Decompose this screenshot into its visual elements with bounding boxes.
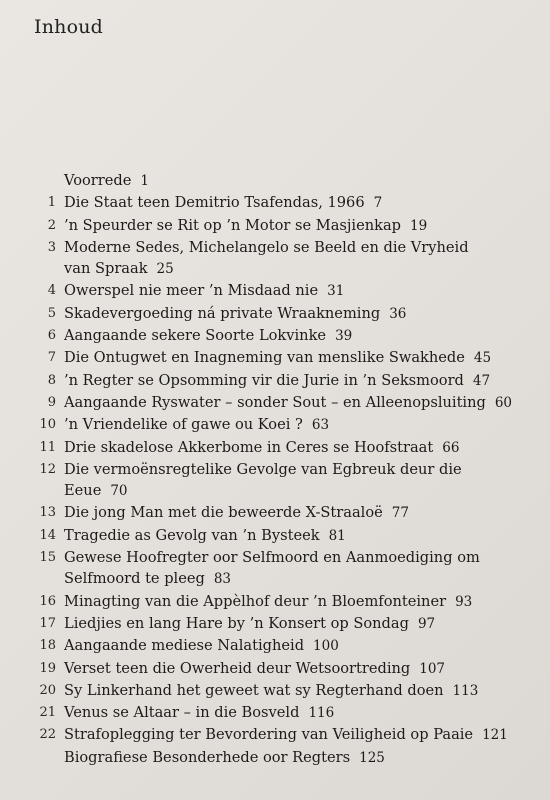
chapter-title: Die vermoënsregtelike Gevolge van Egbreuk deur die <box>64 460 462 478</box>
toc-entry <box>0 747 550 769</box>
chapter-title: ’n Speurder se Rit op ’n Motor se Masjienkap <box>64 216 401 234</box>
chapter-number: 8 <box>47 372 56 388</box>
page-number: 70 <box>110 483 128 500</box>
chapter-number: 20 <box>39 682 56 698</box>
chapter-number: 14 <box>39 527 56 543</box>
page-number: 77 <box>391 505 409 522</box>
chapter-number: 13 <box>39 505 56 521</box>
chapter-number: 7 <box>47 350 56 366</box>
page-number: 36 <box>389 305 407 322</box>
chapter-number: 19 <box>39 660 56 676</box>
chapter-title: Minagting van die Appèlhof deur ’n Bloemfonteiner <box>64 592 447 610</box>
chapter-title: Owerspel nie meer ’n Misdaad nie <box>64 282 319 300</box>
chapter-number: 21 <box>39 705 56 721</box>
toc-entry <box>0 192 550 214</box>
toc-entry <box>0 303 550 325</box>
chapter-number: 15 <box>39 550 56 566</box>
chapter-number: 16 <box>39 593 56 609</box>
chapter-title: Venus se Altaar – in die Bosveld <box>64 704 300 722</box>
chapter-title: ’n Vriendelike of gawe ou Koei ? <box>64 416 303 434</box>
chapter-title: Liedjies en lang Hare by ’n Konsert op Sondag <box>64 614 409 632</box>
toc-entry <box>0 280 550 302</box>
page-number: 45 <box>473 350 492 367</box>
chapter-title: Die Ontugwet en Inagneming van menslike Swakhede <box>64 349 465 367</box>
page-title: Inhoud <box>34 16 104 38</box>
page-number: 25 <box>156 261 174 278</box>
chapter-number: 10 <box>39 417 56 433</box>
table-of-contents <box>0 170 550 769</box>
page-number: 113 <box>452 682 479 699</box>
chapter-number: 4 <box>47 283 56 299</box>
toc-entry <box>0 215 550 237</box>
toc-entry <box>0 170 550 192</box>
page-number: 100 <box>313 638 339 655</box>
chapter-title: Biografiese Besonderhede oor Regters <box>64 748 351 766</box>
chapter-title-continued <box>64 480 542 502</box>
page-number: 19 <box>410 217 428 234</box>
chapter-number: 11 <box>39 439 56 455</box>
toc-entry <box>0 347 550 369</box>
chapter-title: Verset teen die Owerheid deur Wetsoortreding <box>64 659 411 677</box>
toc-entry <box>0 658 550 680</box>
chapter-title: Moderne Sedes, Michelangelo se Beeld en die Vryheid <box>64 238 469 256</box>
toc-entry <box>0 724 550 746</box>
toc-entry <box>0 459 550 503</box>
chapter-number: 12 <box>39 461 56 477</box>
toc-entry <box>0 392 550 414</box>
page-number: 31 <box>327 283 345 300</box>
chapter-title-line-2: van Spraak <box>64 260 148 278</box>
chapter-title-continued <box>64 258 542 280</box>
chapter-title: Skadevergoeding ná private Wraakneming <box>64 304 381 322</box>
chapter-title: Sy Linkerhand het geweet wat sy Regterhand doen <box>64 681 444 699</box>
page-number: 97 <box>417 615 436 632</box>
chapter-title-line-2: Eeue <box>64 482 102 500</box>
chapter-title-line-2: Selfmoord te pleeg <box>64 570 205 588</box>
page-number: 1 <box>140 173 149 189</box>
chapter-number: 9 <box>47 394 56 410</box>
chapter-title: Aangaande mediese Nalatigheid <box>64 637 305 655</box>
chapter-title: Aangaande sekere Soorte Lokvinke <box>64 327 327 345</box>
page-number: 47 <box>472 372 491 389</box>
page-number: 63 <box>311 417 330 434</box>
toc-entry <box>0 635 550 657</box>
page-number: 81 <box>328 527 346 544</box>
toc-entry <box>0 370 550 392</box>
page-number: 39 <box>335 328 353 345</box>
page-number: 7 <box>373 195 383 212</box>
chapter-title: Die Staat teen Demitrio Tsafendas, 1966 <box>64 194 365 212</box>
toc-entry <box>0 437 550 459</box>
toc-entry <box>0 680 550 702</box>
chapter-number: 18 <box>39 638 56 654</box>
chapter-title-continued <box>64 568 542 590</box>
chapter-title: Aangaande Ryswater – sonder Sout – en Alleenopsluiting <box>64 393 486 411</box>
page-number: 121 <box>482 727 508 744</box>
chapter-number: 22 <box>39 727 56 743</box>
toc-entry <box>0 414 550 436</box>
page-number: 83 <box>213 571 232 588</box>
chapter-number: 2 <box>47 217 56 233</box>
chapter-title: Tragedie as Gevolg van ’n Bysteek <box>64 526 320 544</box>
chapter-number: 17 <box>39 615 56 631</box>
toc-entry <box>0 525 550 547</box>
toc-entry <box>0 325 550 347</box>
toc-entry <box>0 547 550 591</box>
chapter-number: 1 <box>47 195 56 211</box>
page-number: 125 <box>359 749 385 766</box>
page-number: 60 <box>494 394 513 411</box>
page-number: 93 <box>455 593 473 610</box>
page-number: 107 <box>419 660 446 677</box>
chapter-number: 5 <box>47 305 56 321</box>
toc-entry <box>0 591 550 613</box>
toc-entry <box>0 613 550 635</box>
chapter-title: Drie skadelose Akkerbome in Ceres se Hoofstraat <box>64 438 434 456</box>
toc-entry <box>0 237 550 281</box>
toc-entry <box>0 502 550 524</box>
chapter-title: Voorrede <box>64 172 132 189</box>
toc-entry <box>0 702 550 724</box>
page-number: 116 <box>308 705 335 722</box>
chapter-title: ’n Regter se Opsomming vir die Jurie in ’n Seksmoord <box>64 371 464 389</box>
chapter-number: 3 <box>47 239 56 255</box>
page-number: 66 <box>442 439 460 456</box>
chapter-title: Die jong Man met die beweerde X-Straaloë <box>64 504 383 522</box>
chapter-title: Strafoplegging ter Bevordering van Veiligheid op Paaie <box>64 726 474 744</box>
chapter-number: 6 <box>47 328 56 344</box>
chapter-title: Gewese Hoofregter oor Selfmoord en Aanmoediging om <box>64 549 480 567</box>
